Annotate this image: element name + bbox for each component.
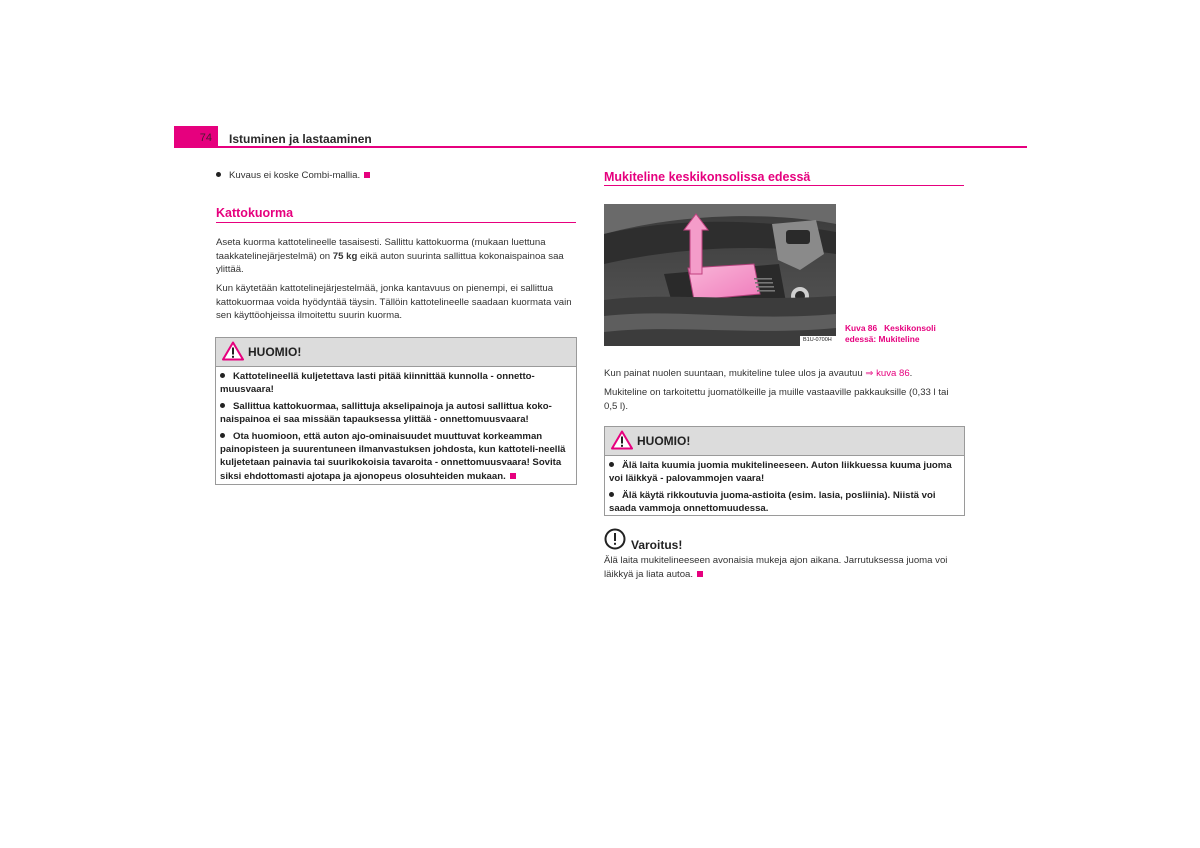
warning-item-text: Älä laita kuumia juomia mukitelineeseen. Auton liikkuessa kuuma juoma voi läikkyä - palovammojen vaara! (609, 460, 952, 485)
warning-item-text: Ota huomioon, että auton ajo-ominaisuudet muuttuvat korkeamman painopisteen ja suurentuneen ilmanvastuksen johdosta, kun kattoteli-neellä kuljetetaan painavia tai suurikokoisia tavaroita - onnettomuusvaara! Sovita siksi ehdottomasti ajotapa ja ajonopeus olosuhteiden mukaan. (220, 430, 566, 482)
bullet-dot (609, 492, 614, 497)
warning-item-text: Älä käytä rikkoutuvia juoma-astioita (esim. lasia, posliinia). Niistä voi saada vammoja onnettomuudessa. (609, 489, 936, 515)
figure-code: B1U-0700H (803, 337, 832, 343)
warning-triangle-icon (222, 341, 244, 361)
section-rule (604, 185, 964, 186)
warning-item (220, 430, 572, 484)
paragraph: Mukiteline on tarkoitettu juomatölkeille ja muille vastaaville pakkauksille (0,33 l tai 0,5 l). (604, 387, 949, 412)
bullet-dot (220, 373, 225, 378)
warning-label: HUOMIO! (248, 345, 302, 359)
warning-body (605, 456, 964, 522)
header-rule (218, 146, 1027, 148)
paragraph: Kun käytetään kattotelinejärjestelmää, jonka kantavuus on pienempi, ei sallittua kattokuormaa voida hyödyntää täysin. Tällöin kattotelineelle saadaan kuormata vain sen käyttöohjeissa ilmoitettu suurin kuorma. (216, 283, 572, 321)
caption-number: Kuva 86 (845, 323, 878, 333)
warning-item-text: Kattotelineellä kuljetettava lasti pitää kiinnittää kunnolla - onnetto-muusvaara! (220, 371, 535, 396)
text-span: . (909, 368, 913, 379)
chapter-title: Istuminen ja lastaaminen (229, 132, 372, 146)
warning-item-text: Sallittua kattokuormaa, sallittuja akselipainoja ja autosi sallittua koko-naispainoa ei saa missään tapauksessa ylittää - onnettomuusvaara! (220, 400, 552, 426)
warning-item (220, 370, 572, 397)
intro-bullet (216, 169, 576, 183)
figure-reference-link[interactable]: ⇒ kuva 86 (865, 368, 910, 379)
warning-item (609, 489, 960, 516)
section-title-kattokuorma: Kattokuorma (216, 206, 294, 220)
bold-value: 75 kg (332, 250, 358, 262)
warning-item (220, 400, 572, 427)
bullet-dot (220, 403, 225, 408)
warning-box (215, 337, 577, 485)
section-title-mukiteline: Mukiteline keskikonsolissa edessä (604, 170, 811, 184)
magenta-square-icon (364, 172, 370, 178)
warning-body (216, 367, 576, 489)
figure-cupholder-image (604, 204, 836, 346)
magenta-square-icon (697, 571, 703, 577)
figure-caption (845, 323, 955, 345)
section-rule (216, 222, 576, 223)
paragraph (604, 367, 964, 381)
intro-bullet-text: Kuvaus ei koske Combi-mallia. (229, 170, 361, 181)
caption-text: Keskikonsoli edessä: Mukiteline (845, 323, 936, 344)
warning-header (216, 338, 576, 367)
warning-triangle-icon (611, 430, 633, 450)
magenta-square-icon (510, 473, 516, 479)
caution-text (604, 554, 964, 581)
warning-item (609, 459, 960, 486)
caution-text-span: Älä laita mukitelineeseen avonaisia mukeja ajon aikana. Jarrutuksessa juoma voi läikkyä ja liata autoa. (604, 555, 948, 580)
text-span: eikä auton suurinta sallittua kokonaispainoa saa ylittää. (216, 250, 564, 275)
warning-label: HUOMIO! (637, 434, 691, 448)
warning-box (604, 426, 965, 516)
cupholder-illustration (604, 204, 836, 346)
text-span: Kun painat nuolen suuntaan, mukiteline tulee ulos ja avautuu (604, 368, 866, 379)
bullet-dot (609, 462, 614, 467)
warning-header (605, 427, 964, 456)
text-span: Aseta kuorma kattotelineelle tasaisesti. Sallittu kattokuorma (mukaan luettuna taakkatelinejärjestelmä) on (216, 237, 546, 262)
caution-label: Varoitus! (631, 538, 683, 552)
page-number: 74 (199, 132, 212, 144)
paragraph (216, 236, 576, 277)
exclamation-circle-icon (604, 528, 626, 550)
bullet-dot (216, 172, 221, 177)
bullet-dot (220, 433, 225, 438)
caution-icon-wrap (604, 528, 626, 555)
